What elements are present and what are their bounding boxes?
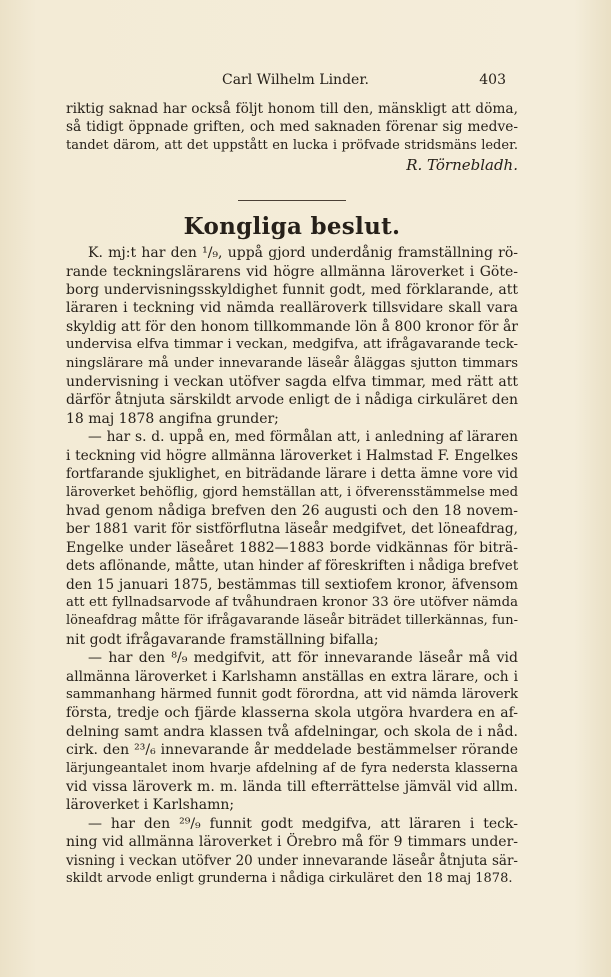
text-line: Engelke under läseåret 1882—1883 borde vidkännas för biträ-: [66, 539, 518, 556]
text-line: läroverket behöflig, gjord hemställan att, i öfverensstämmelse med: [66, 484, 519, 500]
text-line: sammanhang härmed funnit godt förordna, att vid nämda läroverk: [66, 686, 518, 702]
text-line: delning samt andra klassen två afdelningar, och skola de i nåd.: [66, 723, 518, 740]
text-line: tandet därom, att det uppstått en lucka i pröfvade stridsmäns leder.: [66, 137, 518, 153]
text-line: undervisa elfva timmar i veckan, medgifva, att ifrågavarande teck-: [66, 337, 518, 353]
text-line: löneafdrag måtte för ifrågavarande läseår biträdet tillerkännas, fun-: [66, 613, 518, 629]
decree-paragraph: [66, 815, 518, 889]
text-line: skildt arvode enligt grunderna i nådiga cirkuläret den 18 maj 1878.: [66, 871, 513, 887]
decree-paragraph: [66, 244, 518, 428]
text-line: läraren i teckning vid nämda realläroverk tillsvidare skall vara: [66, 300, 518, 317]
text-line: undervisning i veckan utöfver sagda elfva timmar, med rätt att: [66, 374, 518, 391]
text-line: den 15 januari 1875, bestämmas till sextiofem kronor, äfvensom: [66, 576, 518, 593]
signature: R. Törnebladh.: [406, 156, 518, 175]
text-line: 18 maj 1878 angifna grunder;: [66, 410, 279, 427]
text-line: i teckning vid högre allmänna läroverket i Halmstad F. Engelkes: [66, 447, 518, 464]
running-title: Carl Wilhelm Linder.: [222, 72, 369, 88]
text-line: lärjungeantalet inom hvarje afdelning af de fyra nedersta klasserna: [66, 760, 518, 776]
text-line: skyldig att för den honom tillkommande lön å 800 kronor för år: [66, 318, 518, 335]
text-line: så tidigt öppnade griften, och med saknaden förenar sig medve-: [66, 119, 518, 136]
text-line: därför åtnjuta särskildt arvode enligt de i nådiga cirkuläret den: [66, 392, 518, 409]
text-line: ningslärare må under innevarande läseår åläggas sjutton timmars: [66, 355, 518, 371]
text-line: borg undervisningsskyldighet funnit godt, med förklarande, att: [66, 282, 518, 299]
text-line: första, tredje och fjärde klasserna skola utgöra hvardera en af-: [66, 705, 518, 722]
text-line: allmänna läroverket i Karlshamn anställas en extra lärare, och i: [66, 668, 518, 685]
text-line: — har den ²⁹/₉ funnit godt medgifva, att läraren i teck-: [88, 815, 518, 832]
section-heading: Kongliga beslut.: [183, 213, 401, 241]
text-line: cirk. den ²³/₆ innevarande år meddelade bestämmelser rörande: [66, 742, 518, 759]
text-line: vid vissa läroverk m. m. lända till efterrättelse jämväl vid allm.: [66, 779, 518, 795]
text-line: riktig saknad har också följt honom till den, mänskligt att döma,: [66, 101, 518, 117]
page-number: 403: [479, 72, 506, 88]
decree-paragraph: [66, 649, 518, 815]
text-block: [66, 100, 518, 888]
decree-paragraph: [66, 428, 518, 649]
text-line: — har s. d. uppå en, med förmålan att, i anledning af läraren: [88, 429, 518, 446]
intro-paragraph: [66, 100, 518, 155]
text-line: nit godt ifrågavarande framställning bifalla;: [66, 631, 379, 648]
text-line: K. mj:t har den ¹/₉, uppå gjord underdånig framställning rö-: [88, 245, 518, 262]
text-line: dets aflönande, måtte, utan hinder af föreskriften i nådiga brefvet: [66, 558, 519, 575]
text-line: att ett fyllnadsarvode af tvåhundraen kronor 33 öre utöfver nämda: [66, 594, 518, 610]
text-line: rande teckningslärarens vid högre allmänna läroverket i Göte-: [66, 263, 518, 280]
text-line: visning i veckan utöfver 20 under innevarande läseår åtnjuta sär-: [66, 852, 518, 869]
running-header: [66, 72, 506, 92]
text-line: ber 1881 varit för sistförflutna läseår medgifvet, det löneafdrag,: [66, 521, 518, 538]
text-line: — har den ⁸/₉ medgifvit, att för innevarande läseår må vid: [88, 650, 518, 667]
text-line: fortfarande sjuklighet, en biträdande lärare i detta ämne vore vid: [66, 466, 518, 483]
text-line: ning vid allmänna läroverket i Örebro må för 9 timmars under-: [66, 834, 518, 851]
decree-body: [66, 244, 518, 888]
text-line: hvad genom nådiga brefven den 26 augusti och den 18 novem-: [66, 502, 518, 519]
section-divider: [238, 200, 346, 201]
text-line: läroverket i Karlshamn;: [66, 797, 235, 814]
